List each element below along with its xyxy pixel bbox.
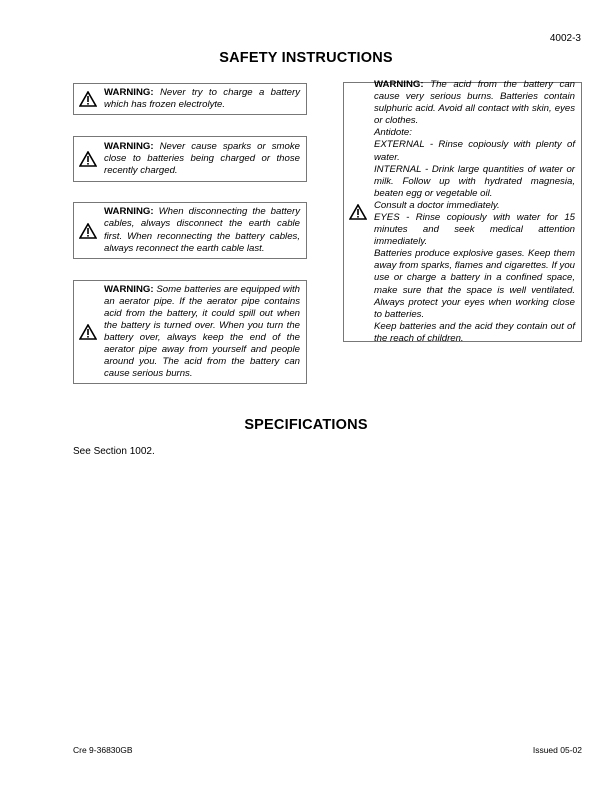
warning-triangle-icon: [74, 223, 102, 239]
warning-label: WARNING:: [374, 78, 424, 90]
specifications-title: SPECIFICATIONS: [244, 417, 368, 433]
document-code: Cre 9-36830GB: [73, 745, 133, 755]
warning-label: WARNING:: [104, 140, 154, 152]
warning-triangle-icon: [344, 204, 372, 220]
warning-triangle-icon: [74, 324, 102, 340]
internal-antidote-text: INTERNAL - Drink large quantities of water or milk. Follow up with hydrated magnesia, beaten egg or vegetable oil.: [374, 163, 575, 199]
warning-label: WARNING:: [104, 206, 154, 218]
warning-box-frozen-electrolyte: [73, 83, 307, 115]
antidote-heading: Antidote:: [374, 127, 412, 139]
warning-text: When disconnecting the battery cables, always disconnect the earth cable first. When reconnecting the battery cables, always reconnect the earth cable last.: [104, 206, 300, 254]
warning-triangle-icon: [74, 91, 102, 107]
keep-from-children-text: Keep batteries and the acid they contain out of the reach of children.: [374, 320, 575, 344]
page-number: 4002-3: [549, 33, 581, 44]
warning-label: WARNING:: [104, 283, 154, 295]
warning-box-sparks-smoke: [73, 136, 307, 182]
safety-instructions-title: SAFETY INSTRUCTIONS: [219, 50, 393, 66]
consult-doctor-text: Consult a doctor immediately.: [374, 199, 500, 211]
warning-box-earth-cable: [73, 202, 307, 259]
warning-triangle-icon: [74, 151, 102, 167]
warning-text: Some batteries are equipped with an aerator pipe. If the aerator pipe contains acid from the battery, it could spill out when the battery is turned over. When you turn the battery over, always keep the end of the aerator pipe away from yourself and people around you. The acid from the battery can cause serious burns.: [104, 283, 300, 380]
see-section-text: See Section 1002.: [73, 446, 155, 457]
warning-box-aerator-pipe: [73, 280, 307, 384]
warning-box-battery-acid: [343, 78, 582, 344]
acid-intro-text: The acid from the battery can cause very serious burns. Batteries contain sulphuric acid. Avoid all contact with skin, eyes or clothes.: [374, 78, 576, 127]
warning-text: Never cause sparks or smoke close to batteries being charged or those recently charged.: [104, 140, 300, 177]
eyes-antidote-text: EYES - Rinse copiously with water for 15 minutes and seek medical attention immediately.: [374, 212, 575, 248]
external-antidote-text: EXTERNAL - Rinse copiously with plenty of water.: [374, 139, 575, 163]
issue-date: Issued 05-02: [532, 745, 582, 755]
explosive-gases-text: Batteries produce explosive gases. Keep them away from sparks, flames and cigarettes. If you use or charge a battery in a confined space, make sure that the space is well ventilated. Always protect your eyes when working close to batteries.: [374, 248, 575, 320]
warning-label: WARNING:: [104, 86, 154, 98]
warning-text: Never try to charge a battery which has frozen electrolyte.: [104, 86, 301, 110]
